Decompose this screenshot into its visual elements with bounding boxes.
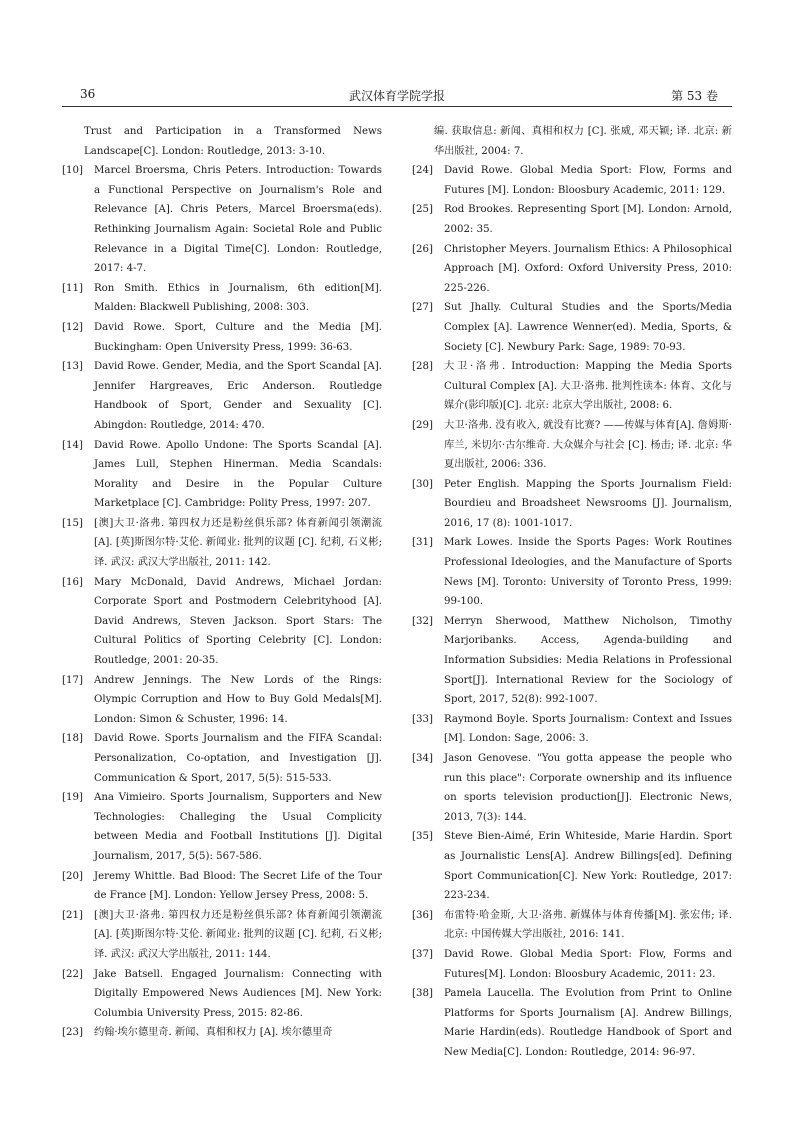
reference-number: [15] [62,517,83,529]
reference-number: [31] [412,537,433,549]
reference-entry [412,161,732,200]
reference-number: [17] [62,674,83,686]
reference-entry [412,416,732,475]
reference-entry [62,729,382,788]
reference-entry [62,318,382,357]
reference-text: 大卫·洛弗. 没有收入, 就没有比赛? ——传媒与体育[A]. 詹姆斯·库兰, 米切尔·古尔维奇. 大众媒介与社会 [C]. 杨击; 译. 北京: 华夏出版社, 2006: 336. [444,419,732,471]
reference-number: [18] [62,733,83,745]
reference-text: David Rowe. Sports Journalism and the FIFA Scandal: Personalization, Co-optation, and Investigation [J]. Communication & Sport, 2017, 5(5): 515-533. [94,733,382,784]
reference-number: [38] [412,988,433,1000]
reference-entry [412,298,732,357]
reference-text: David Rowe. Gender, Media, and the Sport Scandal [A]. Jennifer Hargreaves, Eric Anderson. Routledge Handbook of Sport, Gender and Sexuality [C]. Abingdon: Routledge, 2014: 470. [94,361,382,431]
reference-entry [412,827,732,905]
reference-entry [62,357,382,435]
reference-number: [29] [412,419,433,431]
reference-number: [34] [412,753,433,764]
reference-entry [62,671,382,730]
reference-text: David Rowe. Sport, Culture and the Media [M]. Buckingham: Open University Press, 1999: 36-63. [94,321,382,353]
reference-number: [22] [62,968,83,980]
reference-number: [12] [62,321,83,333]
reference-entry [62,573,382,671]
reference-text: David Rowe. Global Media Sport: Flow, Forms and Futures[M]. London: Bloosbury Academic, 2011: 23. [444,948,732,980]
reference-entry [62,965,382,1024]
reference-text: Mark Lowes. Inside the Sports Pages: Work Routines Professional Ideologies, and the Manufacture of Sports News [M]. Toronto: University of Toronto Press, 1999: 99-100. [444,537,732,608]
reference-number: [14] [62,439,83,451]
reference-text: Ana Vimieiro. Sports Journalism, Supporters and New Technologies: Challeging the Usual Complicity between Media and Football Institutions [J]. Digital Journalism, 2017, 5(5): 567-586. [94,792,382,862]
reference-entry [412,240,732,299]
reference-entry [62,279,382,318]
running-header [62,84,732,107]
reference-entry [62,867,382,906]
reference-text: Peter English. Mapping the Sports Journalism Field: Bourdieu and Broadsheet Newsrooms [J]. Journalism, 2016, 17 (8): 1001-1017. [444,478,732,529]
reference-number: [30] [412,478,433,490]
reference-text: [澳]大卫·洛弗. 第四权力还是粉丝俱乐部? 体育新闻引领潮流[A]. [英]斯图尔特·艾伦. 新闻业: 批判的议题 [C]. 纪莉, 石义彬; 译. 武汉: 武汉大学出版社, 2011: 142. [94,517,382,569]
reference-number: [23] [62,1027,83,1039]
reference-text: Ron Smith. Ethics in Journalism, 6th edition[M]. Malden: Blackwell Publishing, 2008: 303. [94,282,382,314]
reference-number: [19] [62,792,83,804]
reference-entry [412,906,732,945]
reference-text: 布雷特·哈金斯, 大卫·洛弗. 新媒体与体育传播[M]. 张宏伟; 译. 北京: 中国传媒大学出版社, 2016: 141. [444,909,732,941]
reference-number: [20] [62,870,83,882]
reference-number: [27] [412,302,433,314]
reference-text: David Rowe. Apollo Undone: The Sports Scandal [A]. James Lull, Stephen Hinerman. Media Scandals: Morality and Desire in the Popular Culture Marketplace [C]. Cambridge: Polity Press, 1997: 207. [94,439,382,510]
reference-text: Marcel Broersma, Chris Peters. Introduction: Towards a Functional Perspective on Journalism's Role and Relevance [A]. Chris Peters, Marcel Broersma(eds). Rethinking Journalism Again: Societal Role and Public Relevance in a Digital Time[C]. London: Routledge, 2017: 4-7. [94,165,382,275]
reference-entry [412,984,732,1062]
reference-entry [62,436,382,514]
reference-text: Steve Bien-Aimé, Erin Whiteside, Marie Hardin. Sport as Journalistic Lens[A]. Andrew Billings[ed]. Defining Sport Communication[C]. New York: Routledge, 2017: 223-234. [444,831,732,902]
reference-entry [412,357,732,416]
reference-entry [62,906,382,965]
left-reference-list [62,161,382,1043]
reference-text: Rod Brookes. Representing Sport [M]. London: Arnold, 2002: 35. [444,204,732,235]
reference-number: [32] [412,615,433,627]
reference-text: Andrew Jennings. The New Lords of the Rings: Olympic Corruption and How to Buy Gold Medals[M]. London: Simon & Schuster, 1996: 14. [94,674,382,725]
reference-text: Jeremy Whittle. Bad Blood: The Secret Life of the Tour de France [M]. London: Yellow Jersey Press, 2008: 5. [94,870,382,902]
reference-text: Mary McDonald, David Andrews, Michael Jordan: Corporate Sport and Postmodern Celebrityhood [A]. David Andrews, Steven Jackson. Sport Stars: The Cultural Politics of Sporting Celebrity [C]. London: Routledge, 2001: 20-35. [94,576,382,667]
reference-text: Jake Batsell. Engaged Journalism: Connecting with Digitally Empowered News Audiences [M]. New York: Columbia University Press, 2015: 82-86. [94,968,382,1019]
reference-text: Merryn Sherwood, Matthew Nicholson, Timothy Marjoribanks. Access, Agenda-building and Information Subsidies: Media Relations in Professional Sport[J]. International Review for the Sociology of Sport, 2017, 52(8): 992-1007. [444,615,732,706]
journal-title: 武汉体育学院学报 [348,89,445,103]
reference-number: [10] [62,165,83,177]
page-number: 36 [80,87,96,101]
left-column [62,122,382,1043]
reference-entry [412,945,732,984]
reference-number: [35] [412,831,433,843]
reference-entry [62,788,382,866]
reference-entry [62,1023,382,1043]
volume-label: 第 53 卷 [671,89,718,103]
reference-text: Pamela Laucella. The Evolution from Print to Online Platforms for Sports Journalism [A]. Andrew Billings, Marie Hardin(eds). Routledge Handbook of Sport and New Media[C]. London: Routledge, 2014: 96-97. [444,988,732,1058]
reference-text: [澳]大卫·洛弗. 第四权力还是粉丝俱乐部? 体育新闻引领潮流[A]. [英]斯图尔特·艾伦. 新闻业: 批判的议题 [C]. 纪莉, 石义彬; 译. 武汉: 武汉大学出版社, 2011: 144. [94,909,382,960]
reference-entry [412,533,732,611]
reference-number: [13] [62,361,83,373]
reference-number: [36] [412,909,433,921]
reference-continuation: Trust and Participation in a Transformed News Landscape[C]. London: Routledge, 2013: 3-10. [84,126,382,157]
reference-entry [62,161,382,279]
reference-text: Raymond Boyle. Sports Journalism: Context and Issues [M]. London: Sage, 2006: 3. [444,713,732,745]
reference-entry [412,612,732,710]
reference-number: [16] [62,576,83,588]
reference-number: [25] [412,204,433,216]
reference-number: [28] [412,361,433,373]
reference-text: Sut Jhally. Cultural Studies and the Sports/Media Complex [A]. Lawrence Wenner(ed). Media, Sports, & Society [C]. Newbury Park: Sage, 1989: 70-93. [444,302,732,353]
right-reference-list [412,161,732,1062]
reference-number: [24] [412,165,433,177]
right-column [412,122,732,1063]
reference-entry [62,514,382,573]
reference-entry [412,710,732,749]
reference-number: [37] [412,948,433,960]
reference-continuation: 编. 获取信息: 新闻、真相和权力 [C]. 张威, 邓天颖; 译. 北京: 新华出版社, 2004: 7. [434,126,732,157]
reference-text: Jason Genovese. "You gotta appease the people who run this place": Corporate ownership and its influence on sports television production[J]. Electronic News, 2013, 7(3): 144. [444,753,732,823]
reference-number: [26] [412,243,433,255]
reference-entry [412,200,732,239]
reference-entry [412,749,732,827]
reference-number: [21] [62,909,83,921]
reference-text: 大卫·洛弗. Introduction: Mapping the Media Sports Cultural Complex [A]. 大卫·洛弗. 批判性读本: 体育、文化与媒介(影印版)[C]. 北京: 北京大学出版社, 2008: 6. [444,361,732,412]
reference-text: David Rowe. Global Media Sport: Flow, Forms and Futures [M]. London: Bloosbury Academic, 2011: 129. [444,165,732,196]
reference-number: [33] [412,713,433,725]
reference-number: [11] [62,282,83,294]
reference-text: Christopher Meyers. Journalism Ethics: A Philosophical Approach [M]. Oxford: Oxford University Press, 2010: 225-226. [444,243,732,294]
reference-text: 约翰·埃尔德里奇. 新闻、真相和权力 [A]. 埃尔德里奇 [94,1027,333,1039]
reference-entry [412,475,732,534]
